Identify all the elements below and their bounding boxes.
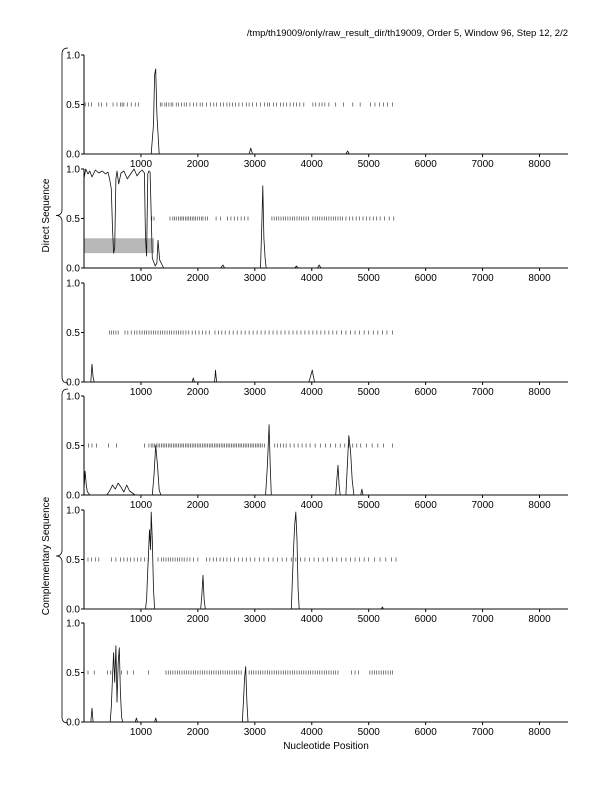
panel-3 bbox=[66, 279, 568, 399]
panel-2 bbox=[66, 165, 568, 285]
series-line bbox=[84, 169, 568, 268]
x-tick-label: 4000 bbox=[300, 387, 323, 398]
x-tick-label: 6000 bbox=[414, 159, 437, 170]
y-tick-label: 0.5 bbox=[66, 214, 80, 225]
x-tick-label: 6000 bbox=[414, 500, 437, 511]
group-bracket-1 bbox=[41, 48, 68, 383]
x-tick-label: 7000 bbox=[471, 387, 494, 398]
x-tick-label: 2000 bbox=[186, 387, 210, 398]
x-tick-label: 8000 bbox=[528, 727, 551, 738]
x-tick-label: 4000 bbox=[300, 727, 323, 738]
x-tick-label: 5000 bbox=[357, 273, 380, 284]
group-brackets bbox=[41, 48, 68, 723]
x-tick-label: 5000 bbox=[357, 159, 380, 170]
group-label: Complementary Sequence bbox=[41, 496, 52, 616]
x-tick-label: 3000 bbox=[243, 727, 266, 738]
x-tick-label: 1000 bbox=[129, 273, 153, 284]
x-tick-label: 1000 bbox=[129, 500, 153, 511]
y-tick-label: 1.0 bbox=[66, 618, 80, 630]
x-tick-label: 8000 bbox=[528, 159, 551, 170]
y-tick-label: 1.0 bbox=[66, 505, 80, 517]
x-tick-label: 8000 bbox=[528, 273, 551, 284]
y-tick-label: 0.5 bbox=[66, 328, 80, 339]
panel-5 bbox=[66, 506, 568, 626]
x-tick-label: 4000 bbox=[300, 614, 323, 625]
x-tick-label: 1000 bbox=[129, 387, 153, 398]
panel-1 bbox=[66, 51, 568, 171]
x-tick-label: 1000 bbox=[129, 614, 153, 625]
header-text: /tmp/th19009/only/raw_result_dir/th19009, Order 5, Window 96, Step 12, 2/2 bbox=[246, 28, 568, 39]
x-tick-label: 4000 bbox=[300, 500, 323, 511]
x-tick-label: 5000 bbox=[357, 614, 380, 625]
series-line bbox=[84, 69, 568, 154]
x-tick-label: 7000 bbox=[471, 614, 494, 625]
panel-6 bbox=[66, 619, 568, 739]
x-tick-label: 4000 bbox=[300, 273, 323, 284]
x-tick-label: 3000 bbox=[243, 387, 266, 398]
x-tick-label: 8000 bbox=[528, 387, 551, 398]
x-tick-label: 2000 bbox=[186, 727, 210, 738]
x-tick-label: 7000 bbox=[471, 727, 494, 738]
x-tick-label: 6000 bbox=[414, 387, 437, 398]
x-tick-label: 6000 bbox=[414, 273, 437, 284]
x-tick-label: 3000 bbox=[243, 273, 266, 284]
x-axis-title: Nucleotide Position bbox=[283, 741, 369, 752]
series-line bbox=[84, 512, 568, 609]
x-tick-label: 6000 bbox=[414, 614, 437, 625]
x-tick-label: 5000 bbox=[357, 387, 380, 398]
x-tick-label: 7000 bbox=[471, 273, 494, 284]
x-tick-label: 8000 bbox=[528, 500, 551, 511]
y-tick-label: 0.0 bbox=[66, 717, 80, 729]
x-tick-label: 2000 bbox=[186, 614, 210, 625]
group-label: Direct Sequence bbox=[41, 178, 52, 253]
y-tick-label: 0.0 bbox=[66, 604, 80, 616]
panel-4 bbox=[66, 392, 568, 512]
x-tick-label: 3000 bbox=[243, 500, 266, 511]
y-tick-label: 1.0 bbox=[66, 50, 80, 62]
y-tick-label: 1.0 bbox=[66, 391, 80, 403]
x-tick-label: 2000 bbox=[186, 159, 210, 170]
x-tick-label: 5000 bbox=[357, 500, 380, 511]
y-tick-label: 0.0 bbox=[66, 377, 80, 389]
x-tick-label: 4000 bbox=[300, 159, 323, 170]
x-tick-label: 1000 bbox=[129, 727, 153, 738]
x-tick-label: 5000 bbox=[357, 727, 380, 738]
y-tick-label: 1.0 bbox=[66, 164, 80, 176]
x-tick-label: 1000 bbox=[129, 159, 153, 170]
y-tick-label: 0.5 bbox=[66, 668, 80, 679]
x-tick-label: 7000 bbox=[471, 159, 494, 170]
y-tick-label: 0.5 bbox=[66, 441, 80, 452]
series-line bbox=[84, 425, 568, 495]
y-tick-label: 0.0 bbox=[66, 149, 80, 161]
x-tick-label: 3000 bbox=[243, 614, 266, 625]
x-tick-label: 7000 bbox=[471, 500, 494, 511]
x-tick-label: 2000 bbox=[186, 273, 210, 284]
x-tick-label: 8000 bbox=[528, 614, 551, 625]
x-tick-label: 6000 bbox=[414, 727, 437, 738]
shaded-region bbox=[84, 238, 154, 253]
series-line bbox=[84, 364, 568, 382]
group-bracket-2 bbox=[41, 389, 68, 723]
series-line bbox=[84, 646, 568, 722]
y-tick-label: 0.5 bbox=[66, 555, 80, 566]
y-tick-label: 0.0 bbox=[66, 263, 80, 275]
y-tick-label: 1.0 bbox=[66, 278, 80, 290]
panels bbox=[66, 51, 568, 739]
x-tick-label: 3000 bbox=[243, 159, 266, 170]
x-tick-label: 2000 bbox=[186, 500, 210, 511]
y-tick-label: 0.5 bbox=[66, 100, 80, 111]
y-tick-label: 0.0 bbox=[66, 490, 80, 502]
